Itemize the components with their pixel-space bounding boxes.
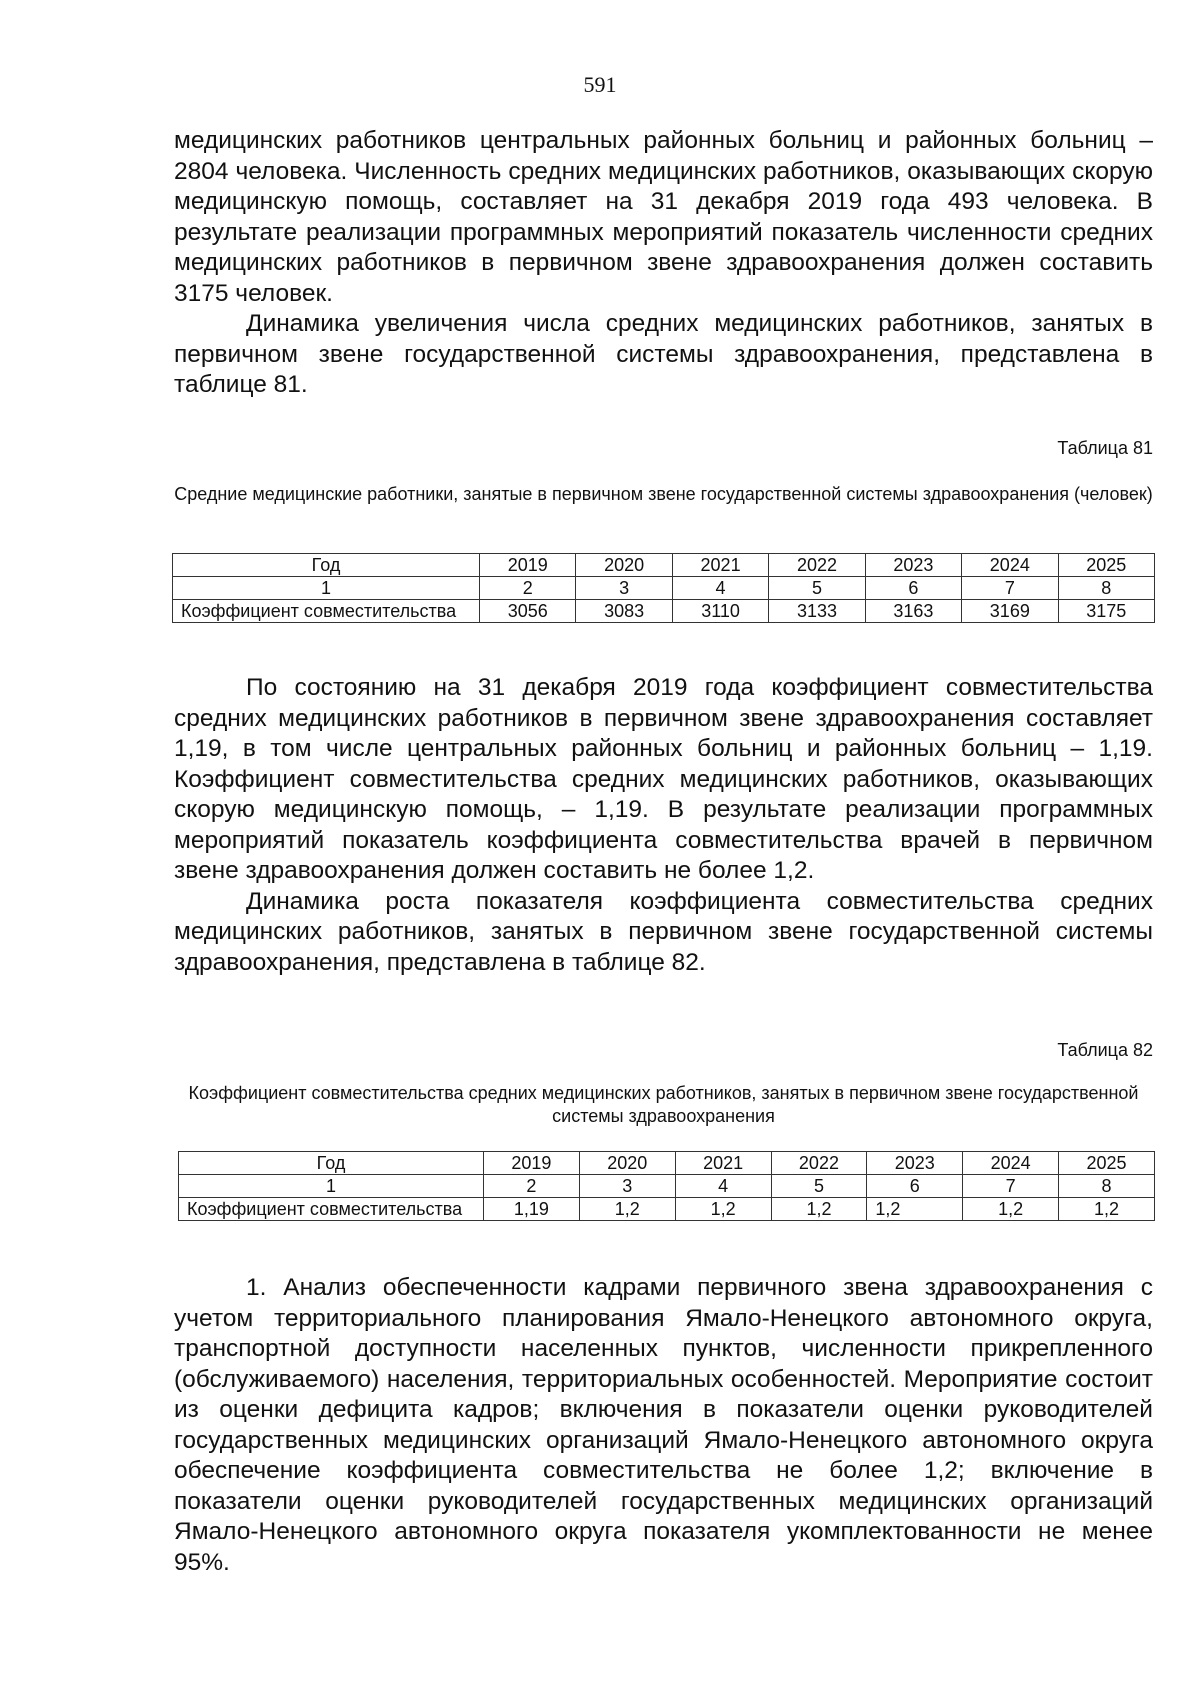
table-cell: 1 <box>173 577 480 600</box>
table-cell: 8 <box>1059 1175 1155 1198</box>
text-block-bottom <box>174 1273 1153 1578</box>
table-cell: 3083 <box>576 600 672 623</box>
table-82-label: Таблица 82 <box>1057 1040 1153 1060</box>
table-cell: 2022 <box>769 554 865 577</box>
table-cell: 1,2 <box>867 1198 963 1221</box>
table-cell: 3175 <box>1058 600 1154 623</box>
table-cell: Год <box>179 1152 484 1175</box>
table-cell: 3133 <box>769 600 865 623</box>
table-cell: 3 <box>576 577 672 600</box>
table-cell: 1,2 <box>771 1198 867 1221</box>
table-cell: 1,2 <box>579 1198 675 1221</box>
table-cell: 2 <box>480 577 576 600</box>
table-cell: 2019 <box>480 554 576 577</box>
table-cell: 2022 <box>771 1152 867 1175</box>
table-cell: 2021 <box>675 1152 771 1175</box>
table-cell: 2021 <box>672 554 768 577</box>
table-row <box>173 600 1155 623</box>
table-header-row <box>179 1152 1155 1175</box>
table-row <box>179 1175 1155 1198</box>
table-cell: 2024 <box>963 1152 1059 1175</box>
paragraph: медицинских работников центральных районных больниц и районных больниц – 2804 человека. Численность средних медицинских работников, оказывающих скорую медицинскую помощь, составляет на 31 декабря 2019 года 493 человека. В результате реализации программных мероприятий показатель численности средних медицинских работников в первичном звене здравоохранения должен составить 3175 человек. <box>174 127 1153 307</box>
table-82-title: Коэффициент совместительства средних медицинских работников, занятых в первичном звене государственной системы здравоохранения <box>188 1083 1139 1126</box>
table-cell: 2020 <box>576 554 672 577</box>
text-block-middle <box>174 673 1153 978</box>
table-cell: 1,2 <box>1059 1198 1155 1221</box>
table-cell: Год <box>173 554 480 577</box>
paragraph: Динамика увеличения числа средних медицинских работников, занятых в первичном звене государственной системы здравоохранения, представлена в таблице 81. <box>174 310 1153 398</box>
table-cell: 2020 <box>579 1152 675 1175</box>
table-row-label: Коэффициент совместительства <box>179 1198 484 1221</box>
table-cell: 7 <box>963 1175 1059 1198</box>
paragraph: Динамика роста показателя коэффициента совместительства средних медицинских работников, занятых в первичном звене государственной системы здравоохранения, представлена в таблице 82. <box>174 887 1153 976</box>
table-82 <box>178 1151 1155 1221</box>
table-81-title: Средние медицинские работники, занятые в первичном звене государственной системы здравоохранения (человек) <box>174 484 1153 504</box>
paragraph: По состоянию на 31 декабря 2019 года коэффициент совместительства средних медицинских работников в первичном звене здравоохранения составляет 1,19, в том числе центральных районных больниц и районных больниц – 1,19. Коэффициент совместительства средних медицинских работников, оказывающих скорую медицинскую помощь, – 1,19. В результате реализации программных мероприятий показатель коэффициента совместительства врачей в первичном звене здравоохранения должен составить не более 1,2. <box>174 674 1153 884</box>
table-cell: 8 <box>1058 577 1154 600</box>
table-cell: 2023 <box>867 1152 963 1175</box>
table-81-label: Таблица 81 <box>1057 438 1153 458</box>
table-cell: 7 <box>962 577 1058 600</box>
table-cell: 4 <box>675 1175 771 1198</box>
table-cell: 2023 <box>865 554 961 577</box>
table-cell: 3110 <box>672 600 768 623</box>
table-header-row <box>173 554 1155 577</box>
table-cell: 3163 <box>865 600 961 623</box>
table-cell: 4 <box>672 577 768 600</box>
table-cell: 1 <box>179 1175 484 1198</box>
table-cell: 1,19 <box>484 1198 580 1221</box>
table-cell: 1,2 <box>963 1198 1059 1221</box>
table-cell: 5 <box>769 577 865 600</box>
page-number: 591 <box>583 72 617 97</box>
text-block-top <box>174 126 1153 401</box>
table-cell: 5 <box>771 1175 867 1198</box>
table-cell: 2024 <box>962 554 1058 577</box>
table-cell: 2019 <box>484 1152 580 1175</box>
table-cell: 2025 <box>1058 554 1154 577</box>
table-cell: 3056 <box>480 600 576 623</box>
table-row <box>179 1198 1155 1221</box>
table-row <box>173 577 1155 600</box>
table-cell: 2 <box>484 1175 580 1198</box>
table-cell: 3169 <box>962 600 1058 623</box>
paragraph: 1. Анализ обеспеченности кадрами первичного звена здравоохранения с учетом территориального планирования Ямало-Ненецкого автономного округа, транспортной доступности населенных пунктов, численности прикрепленного (обслуживаемого) населения, территориальных особенностей. Мероприятие состоит из оценки дефицита кадров; включения в показатели оценки руководителей государственных медицинских организаций Ямало-Ненецкого автономного округа обеспечение коэффициента совместительства не более 1,2; включение в показатели оценки руководителей государственных медицинских организаций Ямало-Ненецкого автономного округа показателя укомплектованности не менее 95%. <box>174 1274 1153 1576</box>
table-cell: 2025 <box>1059 1152 1155 1175</box>
table-row-label: Коэффициент совместительства <box>173 600 480 623</box>
table-cell: 6 <box>865 577 961 600</box>
table-cell: 3 <box>579 1175 675 1198</box>
table-cell: 1,2 <box>675 1198 771 1221</box>
table-cell: 6 <box>867 1175 963 1198</box>
table-81 <box>172 553 1155 623</box>
